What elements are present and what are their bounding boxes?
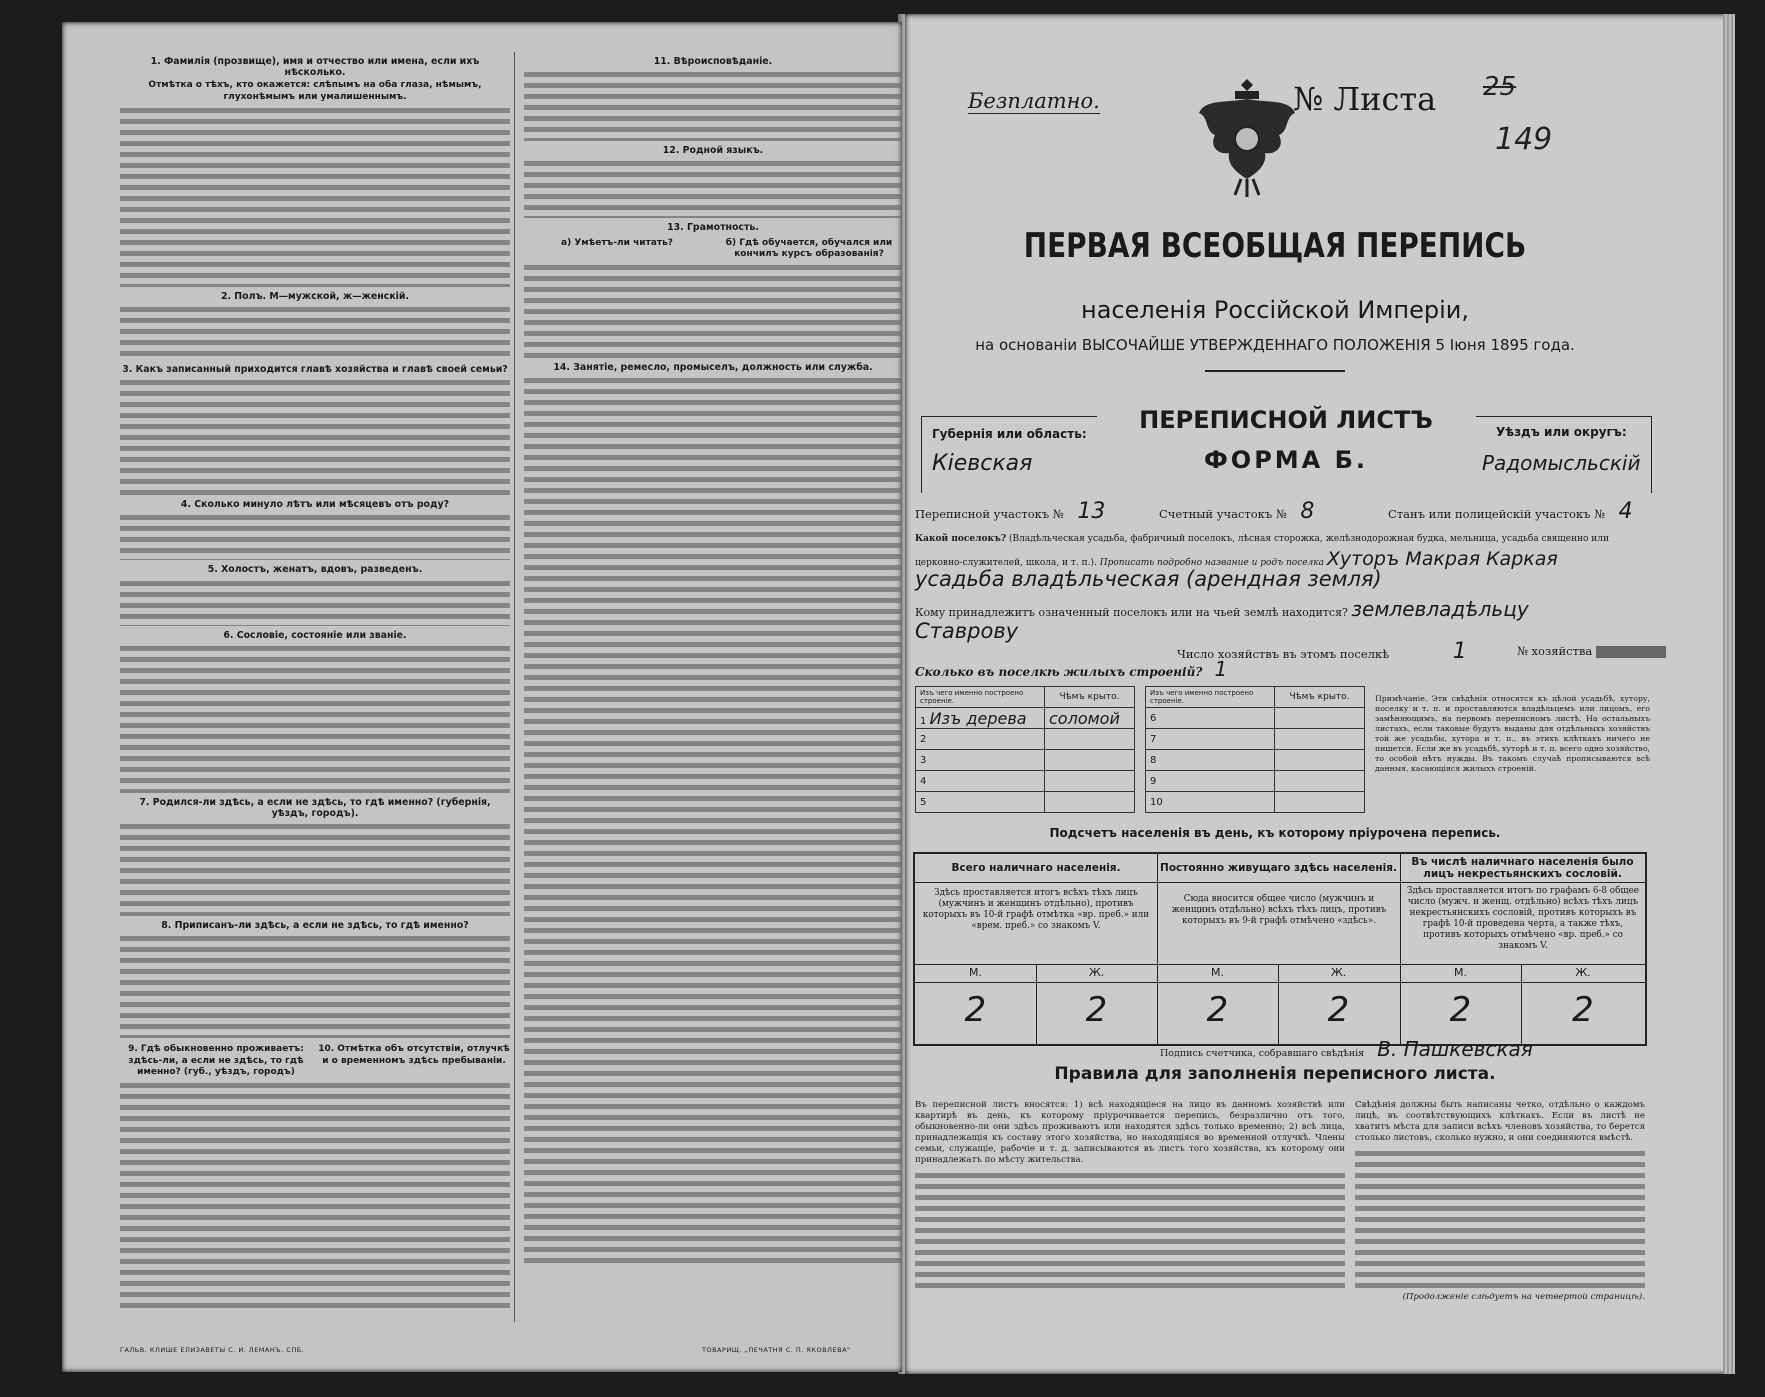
basis-prefix: на основаніи — [975, 336, 1078, 354]
count-label: Счетный участокъ № — [1159, 507, 1287, 521]
pop-header-permanent: Постоянно живущаго здѣсь населенія. — [1160, 862, 1397, 874]
bldg-row-3: 3 — [916, 750, 1045, 771]
rules-right-text — [1355, 1100, 1645, 1303]
bldg-row-10: 10 — [1146, 792, 1275, 813]
settlement-value-2: усадьба владѣльческая (арендная земля) — [915, 567, 1382, 591]
uezd-label: Уѣздъ или округъ: — [1496, 425, 1627, 439]
section-1-subtitle: Отмѣтка о тѣхъ, кто окажется: слѣпымъ на оба глаза, нѣмымъ, глухонѣмымъ или умалишеннымъ. — [148, 80, 482, 102]
uezd-box — [1476, 416, 1652, 493]
buildings-table-left — [915, 686, 1135, 813]
pop-header-line — [915, 882, 1645, 883]
section-9-title: 9. Гдѣ обыкновенно проживаетъ: здѣсь-ли, а если не здѣсь, то гдѣ именно? (губ., уѣздъ, городъ) — [128, 1044, 304, 1077]
owner-line — [915, 597, 1529, 621]
pop-nonpeasant-men: 2 — [1449, 990, 1472, 1030]
right-page-census-form — [905, 14, 1735, 1374]
basis-caps: ВЫСОЧАЙШЕ УТВЕРЖДЕННАГО ПОЛОЖЕНІЯ — [1081, 336, 1431, 354]
instructions-column-1 — [120, 52, 510, 1316]
households-label: Число хозяйствъ въ этомъ поселкѣ — [1177, 647, 1390, 661]
signature-label: Подпись счетчика, собравшаго свѣдѣнія — [1160, 1048, 1365, 1059]
bldg-row1-roof: соломой — [1045, 708, 1135, 729]
section-4-text — [120, 512, 510, 560]
column-divider — [514, 52, 515, 1322]
legal-basis — [905, 336, 1645, 354]
pop-header-total: Всего наличнаго населенія. — [951, 862, 1121, 874]
district-line — [915, 499, 1655, 524]
bldg-row-2: 2 — [916, 729, 1045, 750]
section-13a-title: а) Умѣетъ-ли читать? — [561, 237, 673, 248]
household-number-redacted — [1596, 646, 1666, 658]
free-label: Безплатно. — [968, 89, 1100, 113]
section-5-title: 5. Холостъ, женатъ, вдовъ, разведенъ. — [207, 564, 423, 576]
pop-nonpeasant-women: 2 — [1572, 990, 1594, 1030]
bldg-cell — [1275, 792, 1365, 813]
census-subtitle: населенія Россійской Имперіи, — [1081, 296, 1469, 324]
bldg-cell — [1275, 729, 1365, 750]
section-5-text — [120, 578, 510, 626]
section-7-text — [120, 821, 510, 916]
sections-9-10-headers — [120, 1042, 510, 1080]
settlement-line — [915, 534, 1655, 545]
bldg-col-a-2: Изъ чего именно построено строеніе. — [1146, 687, 1275, 708]
pop-mz-line — [915, 964, 1645, 965]
guberniya-value: Кіевская — [932, 451, 1033, 476]
title-divider — [1205, 370, 1345, 372]
settlement-hint-2: церковно-служителей, школа, и т. п.). — [915, 558, 1097, 568]
pop-m-1: М. — [969, 966, 982, 979]
bldg-cell — [1045, 729, 1135, 750]
guberniya-label: Губернія или область: — [932, 427, 1087, 441]
bldg-row-9: 9 — [1146, 771, 1275, 792]
bldg-row-8: 8 — [1146, 750, 1275, 771]
rules-left-body: Въ переписной листъ вносятся: 1) всѣ находящіеся на лицо въ данномъ хозяйствѣ или квартирѣ въ день, къ которому пріурочивается перепись, безразлично отъ того, обыкновенно-ли они здѣсь проживаютъ или находятся здѣсь только временно; 2) всѣ лица, принадлежащія къ составу этого хозяйства, но находящіяся во временной отлучкѣ. Члены семьи, служащіе, рабочіе и т. д. записываются въ листъ того хозяйства, къ которому они принадлежатъ по мѣсту жительства. — [915, 1100, 1345, 1165]
signature-value: В. Пашкевская — [1377, 1037, 1533, 1061]
section-2-text — [120, 304, 510, 360]
pop-total-women: 2 — [1085, 990, 1108, 1030]
buildings-note: Примѣчаніе. Эти свѣдѣнія относятся къ цѣлой усадьбѣ, хутору, поселку и т. п. и проставляются владѣльцемъ или лицомъ, его замѣняющимъ, на первомъ переписномъ листѣ. На остальныхъ листахъ, если таковые будутъ выданы для отдѣльныхъ хозяйствъ той же усадьбы, хутора и т. п., въ этихъ клѣткахъ ничего не пишется. Если же въ усадьбѣ, хуторѣ и т. п. всего одно хозяйство, то особой нѣтъ нужды. Въ такомъ случаѣ прописываются всѣ данныя, касающіяся жилыхъ строеній. — [1375, 694, 1650, 773]
section-2-title: 2. Полъ. М—мужской, ж—женскій. — [220, 290, 410, 302]
owner-value-2: Ставрову — [915, 619, 1019, 643]
stan-label: Станъ или полицейскій участокъ № — [1388, 507, 1606, 521]
imperial-eagle-emblem — [1195, 69, 1299, 199]
guberniya-box — [921, 416, 1097, 493]
pop-permanent-women: 2 — [1327, 990, 1350, 1030]
section-3-title: 3. Какъ записанный приходится главѣ хозяйства и главѣ своей семьи? — [122, 364, 508, 376]
population-table — [913, 852, 1647, 1046]
section-13-text — [524, 262, 902, 358]
bldg-row-4: 4 — [916, 771, 1045, 792]
section-1-text — [120, 105, 510, 287]
section-8-title: 8. Приписанъ-ли здѣсь, а если не здѣсь, то гдѣ именно? — [161, 920, 469, 932]
right-footer-printer: ТОВАРИЩ. „ПЕЧАТНЯ С. П. ЯКОВЛЕВА" — [702, 1346, 851, 1354]
section-14-text — [524, 375, 902, 1265]
district-value: 13 — [1077, 499, 1106, 524]
section-3-text — [120, 377, 510, 495]
stan-value: 4 — [1618, 499, 1633, 524]
buildings-label: Сколько въ поселкѣ жилыхъ строеній? — [915, 665, 1203, 679]
form-header — [921, 406, 1651, 496]
section-7-title: 7. Родился-ли здѣсь, а если не здѣсь, то гдѣ именно? (губернія, уѣздъ, городъ). — [139, 796, 491, 820]
basis-suffix: 5 Іюня 1895 года. — [1435, 336, 1575, 354]
section-10-title: 10. Отмѣтка объ отсутствіи, отлучкѣ и о временномъ здѣсь пребываніи. — [318, 1044, 510, 1066]
section-12-title: 12. Родной языкъ. — [662, 145, 764, 157]
settlement-label: Какой поселокъ? — [915, 534, 1007, 544]
owner-value-1: землевладѣльцу — [1351, 597, 1529, 621]
section-14-title: 14. Занятіе, ремесло, промыселъ, должность или служба. — [553, 362, 873, 374]
pop-permanent-men: 2 — [1206, 990, 1229, 1030]
form-title: ПЕРЕПИСНОЙ ЛИСТЪ — [1139, 406, 1433, 434]
rules-right-lines — [1355, 1148, 1645, 1288]
section-6-text — [120, 643, 510, 793]
section-13-title: 13. Грамотность. — [667, 222, 759, 234]
settlement-value-1: Хуторъ Макрая Каркая — [1326, 548, 1558, 570]
section-11-text — [524, 69, 902, 141]
population-heading: Подсчетъ населенія въ день, къ которому пріурочена перепись. — [1049, 826, 1501, 840]
bldg-row-6: 6 — [1146, 708, 1275, 729]
households-value: 1 — [1452, 639, 1467, 664]
sheet-number-new-handwritten: 149 — [1495, 122, 1553, 157]
settlement-hint-3: Прописать подробно название и родъ поселка — [1099, 558, 1325, 568]
pop-zh-3: Ж. — [1575, 966, 1591, 979]
pop-zh-1: Ж. — [1088, 966, 1105, 979]
bldg-cell — [1275, 750, 1365, 771]
owner-label: Кому принадлежитъ означенный поселокъ или на чьей землѣ находится? — [915, 606, 1348, 619]
census-title: ПЕРВАЯ ВСЕОБЩАЯ ПЕРЕПИСЬ — [1023, 226, 1527, 266]
section-1-title: 1. Фамилія (прозвище), имя и отчество или имена, если ихъ нѣсколько. — [150, 56, 480, 79]
instructions-column-2 — [524, 52, 902, 1269]
sheet-number-label: № Листа — [1293, 80, 1437, 118]
section-12-text — [524, 158, 902, 218]
bldg-cell — [1045, 792, 1135, 813]
sections-9-10-text — [120, 1080, 510, 1312]
section-13b-title: б) Гдѣ обучается, обучался или кончилъ курсъ образованія? — [725, 237, 893, 259]
section-11-title: 11. Вѣроисповѣданіе. — [653, 56, 773, 67]
bldg-cell — [1275, 771, 1365, 792]
buildings-value: 1 — [1214, 657, 1228, 681]
pop-m-2: М. — [1211, 966, 1224, 979]
pop-values-line — [915, 982, 1645, 983]
pop-total-men: 2 — [964, 990, 987, 1030]
uezd-value: Радомысльскій — [1482, 451, 1641, 475]
signature-line — [1160, 1037, 1533, 1061]
bldg-col-a: Изъ чего именно построено строеніе. — [916, 687, 1045, 708]
section-8-text — [120, 933, 510, 1038]
rules-right-body: Свѣдѣнія должны быть написаны четко, отдѣльно о каждомъ лицѣ, въ соотвѣтствующихъ клѣткахъ. Если въ листѣ не хватитъ мѣста для записи всѣхъ членовъ хозяйства, то берется столько листовъ, сколько нужно, и они соединяются вмѣстѣ. — [1355, 1100, 1645, 1143]
pop-m-3: М. — [1454, 966, 1467, 979]
bldg-row1-material: Изъ дерева — [929, 708, 1027, 728]
left-footer-printer: ГАЛЬВ. КЛИШЕ ЕЛИЗАВЕТЫ С. И. ЛЕМАНЪ, СПБ. — [120, 1346, 305, 1354]
section-6-title: 6. Сословіе, состояніе или званіе. — [223, 629, 407, 641]
rules-left-lines — [915, 1170, 1345, 1288]
settlement-hint: (Владѣльческая усадьба, фабричный поселокъ, лѣсная сторожка, желѣзнодорожная будка, мельница, усадьба священно или — [1009, 534, 1610, 544]
sheet-number-old-handwritten: 25 — [1483, 72, 1517, 102]
page-edges — [1723, 14, 1735, 1374]
bldg-cell — [1045, 750, 1135, 771]
household-number-label: № хозяйства — [1517, 644, 1593, 658]
count-value: 8 — [1300, 499, 1315, 524]
form-subtitle: ФОРМА Б. — [1203, 446, 1368, 474]
section-4-title: 4. Сколько минуло лѣтъ или мѣсяцевъ отъ роду? — [180, 499, 450, 511]
rules-continued: (Продолженіе слѣдуетъ на четвертой страницѣ). — [1402, 1292, 1645, 1302]
bldg-row-1 — [916, 708, 1045, 729]
pop-desc-permanent: Сюда вносится общее число (мужчинъ и женщинъ отдѣльно) всѣхъ тѣхъ лицъ, противъ которыхъ въ 9-й графѣ отмѣчено «здѣсь». — [1171, 894, 1387, 926]
bldg-col-b-2: Чѣмъ крыто. — [1275, 687, 1365, 708]
bldg-col-b: Чѣмъ крыто. — [1045, 687, 1135, 708]
rules-title: Правила для заполненія переписного листа. — [1054, 1064, 1496, 1084]
district-label: Переписной участокъ № — [915, 507, 1064, 521]
left-page-instructions — [62, 22, 902, 1372]
pop-desc-total: Здѣсь проставляется итогъ всѣхъ тѣхъ лицъ (мужчинъ и женщинъ отдѣльно), противъ которыхъ въ 10-й графѣ отмѣтка «вр. преб.» или «врем. преб.» со знакомъ V. — [922, 888, 1150, 931]
bldg-row-num: 1 — [920, 715, 927, 727]
pop-header-nonpeasant: Въ числѣ наличнаго населенія было лицъ некрестьянскихъ сословій. — [1411, 856, 1634, 880]
pop-desc-nonpeasant: Здѣсь проставляется итогъ по графамъ 6-8 общее число (мужч. и женщ. отдѣльно) всѣхъ тѣхъ лицъ некрестьянскихъ сословій, противъ которыхъ въ графѣ 10-й проведена черта, а также тѣхъ, противъ которыхъ отмѣчено «вр. преб.» со знакомъ V. — [1407, 886, 1639, 951]
bldg-cell — [1275, 708, 1365, 729]
buildings-line — [915, 657, 1228, 681]
pop-zh-2: Ж. — [1330, 966, 1347, 979]
buildings-table-right — [1145, 686, 1365, 813]
household-number-line — [1517, 646, 1666, 658]
bldg-cell — [1045, 771, 1135, 792]
bldg-row-5: 5 — [916, 792, 1045, 813]
bldg-row-7: 7 — [1146, 729, 1275, 750]
rules-left-text — [915, 1100, 1345, 1292]
section-13-subheaders — [524, 236, 902, 262]
